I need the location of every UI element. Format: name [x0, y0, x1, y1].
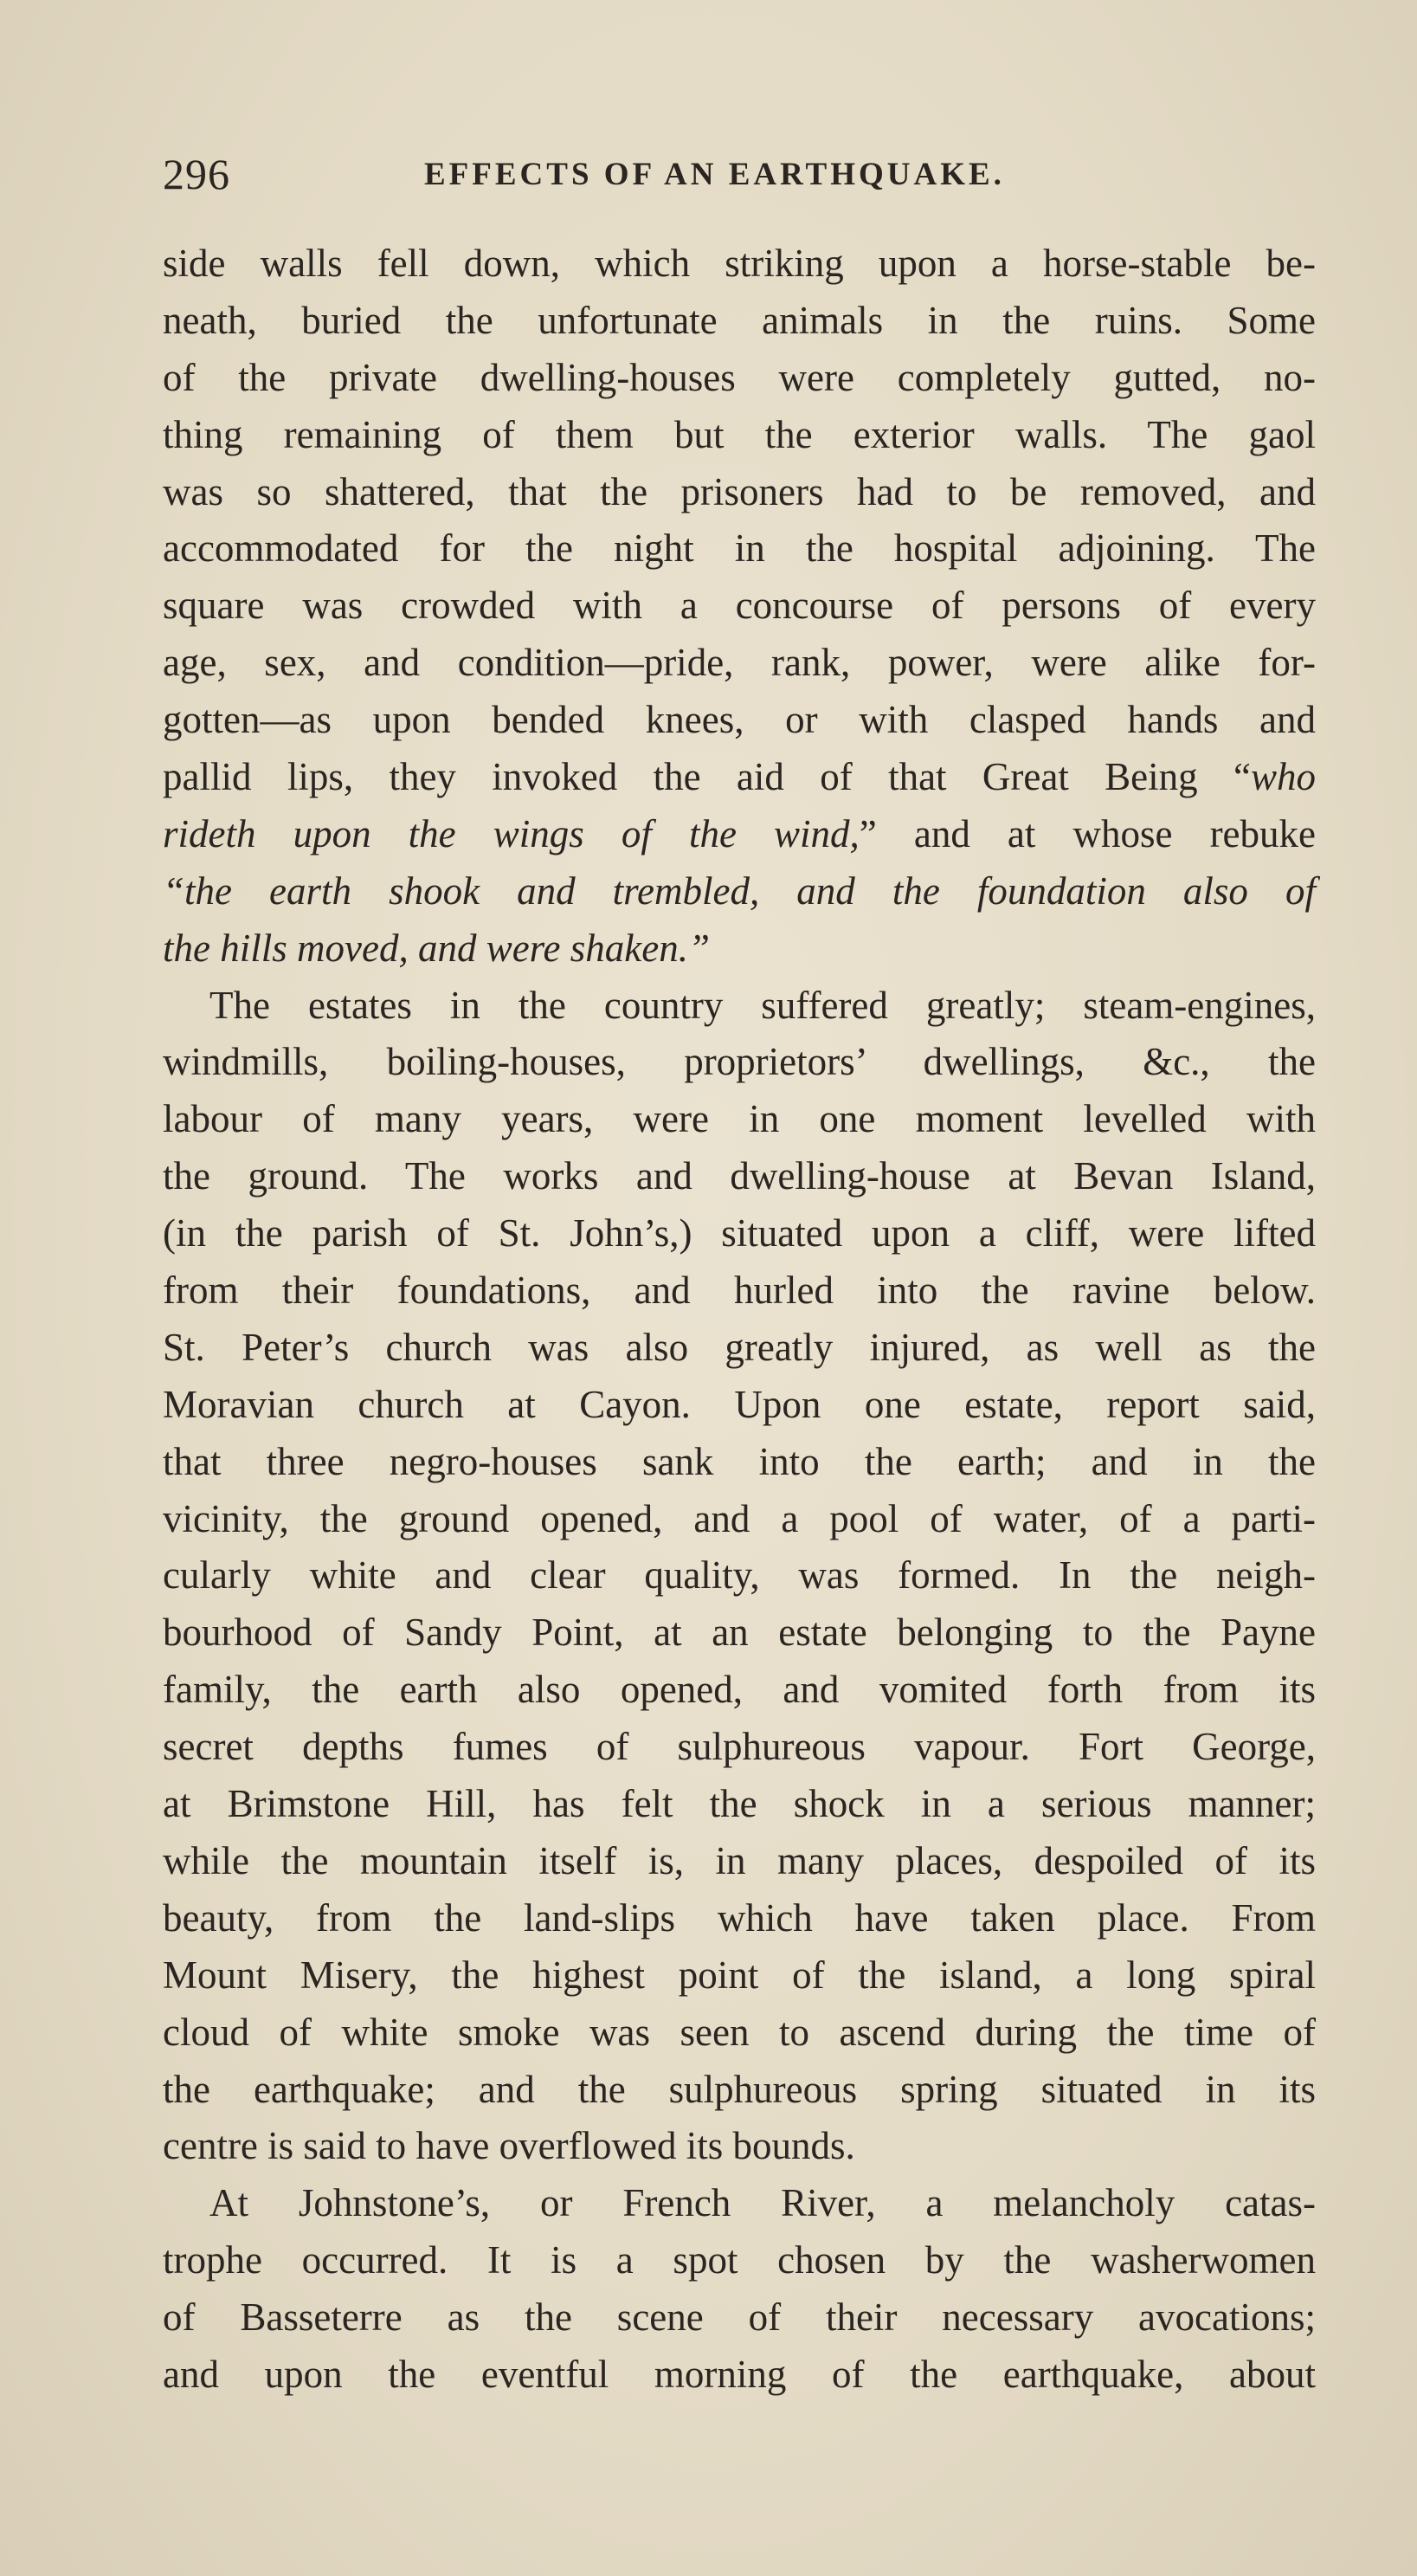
text-line: trophe occurred. It is a spot chosen by the washerwomen [163, 2238, 1316, 2282]
text-line: family, the earth also opened, and vomited forth from its [163, 1668, 1316, 1712]
running-head: EFFECTS OF AN EARTHQUAKE. [424, 157, 1005, 192]
text-line: centre is said to have overflowed its bounds. [163, 2124, 855, 2168]
text-line: that three negro-houses sank into the earth; and in the [163, 1439, 1316, 1483]
text-line: while the mountain itself is, in many places, despoiled of its [163, 1838, 1316, 1882]
text-segment: ” and at whose rebuke [859, 811, 1316, 855]
text-line: bourhood of Sandy Point, at an estate belonging to the Payne [163, 1611, 1316, 1655]
text-line-italic: “the earth shook and trembled, and the foundation also of [163, 868, 1316, 913]
text-segment: pallid lips, they invoked the aid of that Great Being “ [163, 755, 1251, 799]
text-line: of Basseterre as the scene of their necessary avocations; [163, 2295, 1316, 2340]
text-line: secret depths fumes of sulphureous vapour. Fort George, [163, 1725, 1316, 1769]
text-line: cularly white and clear quality, was formed. In the neigh- [163, 1553, 1316, 1598]
text-line: thing remaining of them but the exterior walls. The gaol [163, 412, 1316, 456]
text-line-italic: the hills moved, and were shaken.” [163, 926, 710, 970]
italic-segment: who [1250, 755, 1316, 799]
text-line: (in the parish of St. John’s,) situated upon a cliff, were lifted [163, 1211, 1316, 1256]
italic-segment: rideth upon the wings of the wind, [163, 811, 860, 855]
page-header [163, 149, 1323, 201]
text-line: the earthquake; and the sulphureous spring situated in its [163, 2067, 1316, 2111]
text-line: vicinity, the ground opened, and a pool of water, of a parti- [163, 1496, 1316, 1540]
text-line: age, sex, and condition—pride, rank, power, were alike for- [163, 641, 1316, 685]
body-text [163, 236, 1316, 2404]
text-line: side walls fell down, which striking upon a horse-stable be- [163, 242, 1316, 285]
text-line: accommodated for the night in the hospital adjoining. The [163, 526, 1316, 571]
text-line: square was crowded with a concourse of persons of every [163, 584, 1316, 628]
text-line: labour of many years, were in one moment levelled with [163, 1097, 1316, 1141]
text-line: neath, buried the unfortunate animals in the ruins. Some [163, 298, 1316, 342]
text-line: St. Peter’s church was also greatly injured, as well as the [163, 1325, 1316, 1369]
text-line: gotten—as upon bended knees, or with clasped hands and [163, 698, 1316, 742]
text-line: Mount Misery, the highest point of the island, a long spiral [163, 1953, 1316, 1997]
text-line [163, 806, 1316, 863]
text-line: and upon the eventful morning of the earthquake, about [163, 2352, 1316, 2396]
text-line: windmills, boiling-houses, proprietors’ dwellings, &c., the [163, 1040, 1316, 1084]
page-number: 296 [163, 150, 230, 198]
text-line: Moravian church at Cayon. Upon one estate, report said, [163, 1382, 1316, 1426]
text-line [163, 749, 1316, 806]
text-line: from their foundations, and hurled into the ravine below. [163, 1269, 1316, 1313]
text-line: the ground. The works and dwelling-house at Bevan Island, [163, 1154, 1316, 1198]
text-line: was so shattered, that the prisoners had to be removed, and [163, 469, 1316, 513]
text-line: beauty, from the land-slips which have taken place. From [163, 1895, 1316, 1940]
text-line: cloud of white smoke was seen to ascend during the time of [163, 2010, 1316, 2054]
paragraph-start-line: The estates in the country suffered greatly; steam-engines, [209, 983, 1316, 1027]
text-line: of the private dwelling-houses were completely gutted, no- [163, 355, 1316, 399]
paragraph-start-line: At Johnstone’s, or French River, a melancholy catas- [209, 2181, 1316, 2225]
text-line: at Brimstone Hill, has felt the shock in a serious manner; [163, 1782, 1316, 1826]
